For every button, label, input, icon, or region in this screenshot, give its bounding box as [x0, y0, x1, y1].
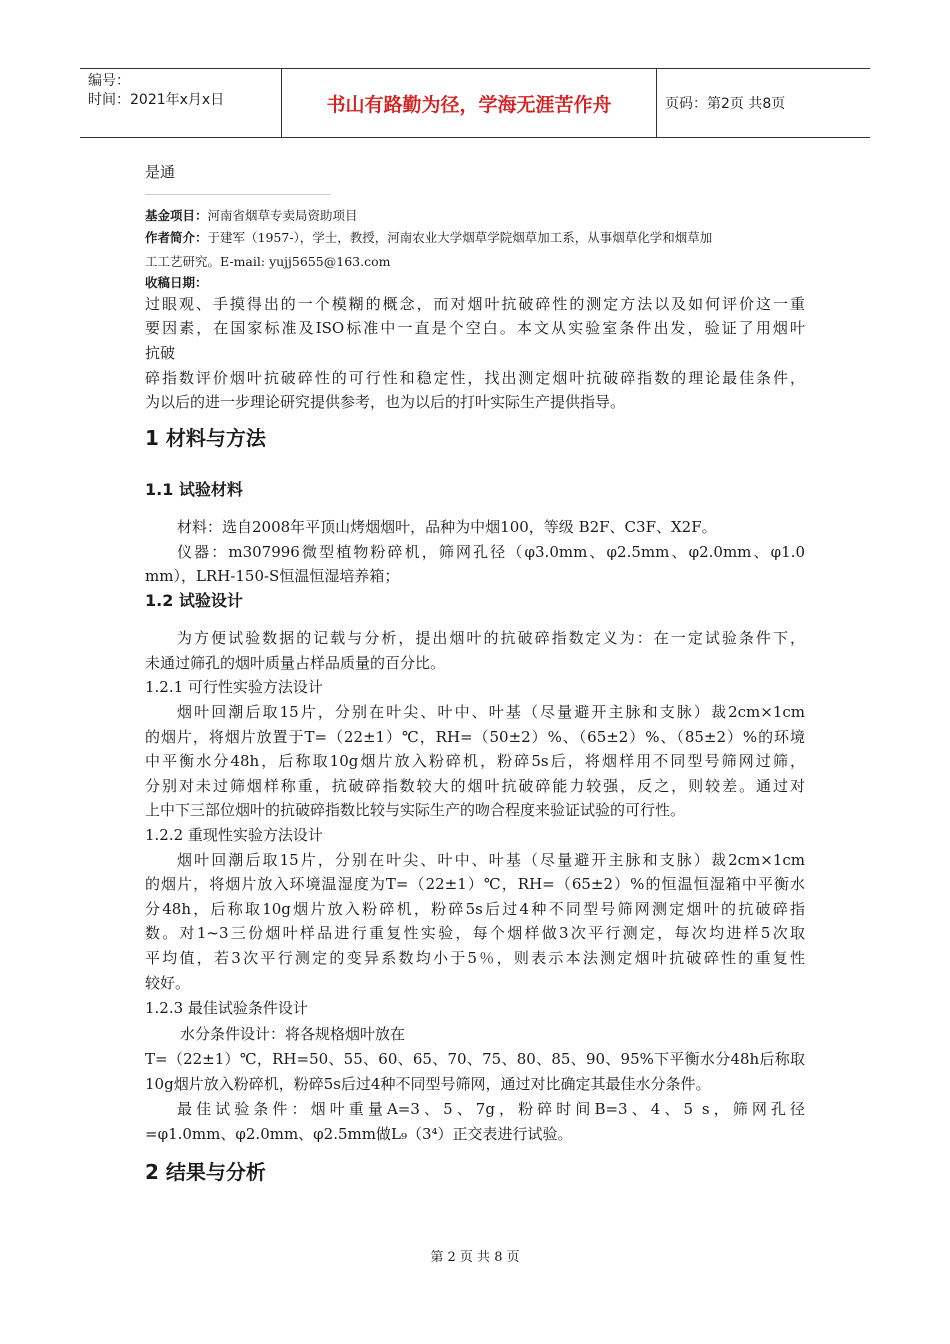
- para-line: 10g烟片放入粉碎机，粉碎5s后过4种不同型号筛网，通过对比确定其最佳水分条件。: [145, 1075, 711, 1093]
- subsubsection-heading-1-2-1: 1.2.1 可行性实验方法设计: [145, 678, 323, 696]
- doc-date-label: 时间：2021年x月x日: [88, 92, 225, 108]
- page-footer: 第 2 页 共 8 页: [430, 1250, 520, 1265]
- para-line: T=（22±1）℃，RH=50、55、60、65、70、75、80、85、90、95%下平衡水分48h后称取: [145, 1050, 805, 1068]
- para-line: mm），LRH-150-S恒温恒湿培养箱；: [145, 567, 400, 585]
- intro-tail: 是通: [145, 163, 176, 181]
- para-line: 仪器：m307996微型植物粉碎机，筛网孔径（φ3.0mm、φ2.5mm、φ2.0mm、φ1.0: [177, 543, 805, 561]
- author-label: 作者简介：: [145, 230, 208, 245]
- page-header: [80, 68, 870, 138]
- para-line: 为以后的进一步理论研究提供参考，也为以后的打叶实际生产提供指导。: [145, 393, 626, 411]
- author-note-cont: 工工艺研究。E-mail: yujj5655@163.com: [145, 254, 391, 269]
- para-line: 上中下三部位烟叶的抗破碎指数比较与实际生产的吻合程度来验证试验的可行性。: [145, 801, 686, 819]
- para-line: 为方便试验数据的记载与分析，提出烟叶的抗破碎指数定义为：在一定试验条件下，: [177, 629, 805, 647]
- header-meta: [80, 69, 282, 137]
- footnote-divider: [145, 194, 331, 195]
- para-line: 平均值，若3次平行测定的变异系数均小于5％，则表示本法测定烟叶抗破碎性的重复性: [145, 949, 805, 967]
- fund-label: 基金项目：: [145, 208, 208, 223]
- received-label: 收稿日期：: [145, 275, 208, 290]
- para-line: 未通过筛孔的烟叶质量占样品质量的百分比。: [145, 654, 446, 672]
- subsubsection-heading-1-2-3: 1.2.3 最佳试验条件设计: [145, 999, 308, 1017]
- subsection-heading-1-2: 1.2 试验设计: [145, 591, 243, 610]
- para-line: 最佳试验条件：烟叶重量A=3、5、7g，粉碎时间B=3、4、5 s，筛网孔径: [177, 1100, 805, 1118]
- header-page-label: 页码：第2页 共8页: [665, 96, 786, 112]
- para-line: 分48h，后称取10g烟片放入粉碎机，粉碎5s后过4种不同型号筛网测定烟叶的抗破碎指: [145, 900, 805, 918]
- subsection-heading-1-1: 1.1 试验材料: [145, 480, 243, 499]
- para-line: 水分条件设计：将各规格烟叶放在: [180, 1025, 406, 1043]
- section-heading-1: 1 材料与方法: [145, 426, 266, 450]
- para-line: 较好。: [145, 974, 191, 992]
- para-line: 数。对1~3三份烟叶样品进行重复性实验，每个烟样做3次平行测定，每次均进样5次取: [145, 924, 805, 942]
- para-line: 要因素，在国家标准及ISO标准中一直是个空白。本文从实验室条件出发，验证了用烟叶: [145, 319, 805, 337]
- para-line: 的烟片，将烟片放入环境温湿度为T=（22±1）℃，RH=（65±2）%的恒温恒湿箱中平衡水: [145, 875, 805, 893]
- section-heading-2: 2 结果与分析: [145, 1160, 266, 1184]
- para-line: 分别对未过筛烟样称重，抗破碎指数较大的烟叶抗破碎能力较强，反之，则较差。通过对: [145, 777, 805, 795]
- header-motto: 书山有路勤为径，学海无涯苦作舟: [282, 69, 657, 137]
- para-line: 的烟片，将烟片放置于T=（22±1）℃，RH=（50±2）%、（65±2）%、（85±2）%的环境: [145, 728, 805, 746]
- para-line: 抗破: [145, 344, 176, 362]
- para-line: 材料：选自2008年平顶山烤烟烟叶，品种为中烟100，等级 B2F、C3F、X2F。: [177, 518, 717, 536]
- received-note: [145, 273, 208, 293]
- author-note: [145, 228, 712, 248]
- fund-text: 河南省烟草专卖局资助项目: [207, 208, 358, 223]
- para-line: 烟叶回潮后取15片，分别在叶尖、叶中、叶基（尽量避开主脉和支脉）裁2cm×1cm: [177, 851, 805, 869]
- doc-number-label: 编号：: [88, 73, 130, 89]
- para-line: 过眼观、手摸得出的一个模糊的概念，而对烟叶抗破碎性的测定方法以及如何评价这一重: [145, 295, 805, 313]
- para-line: 烟叶回潮后取15片，分别在叶尖、叶中、叶基（尽量避开主脉和支脉）裁2cm×1cm: [177, 703, 805, 721]
- para-line: =φ1.0mm、φ2.0mm、φ2.5mm做L₉（3⁴）正交表进行试验。: [145, 1125, 573, 1143]
- para-line: 中平衡水分48h，后称取10g烟片放入粉碎机，粉碎5s后，将烟样用不同型号筛网过筛，: [145, 752, 805, 770]
- para-line: 碎指数评价烟叶抗破碎性的可行性和稳定性，找出测定烟叶抗破碎指数的理论最佳条件，: [145, 369, 805, 387]
- fund-note: [145, 206, 358, 226]
- subsubsection-heading-1-2-2: 1.2.2 重现性实验方法设计: [145, 826, 323, 844]
- author-text: 于建军（1957-），学士，教授，河南农业大学烟草学院烟草加工系，从事烟草化学和烟草加: [207, 230, 713, 245]
